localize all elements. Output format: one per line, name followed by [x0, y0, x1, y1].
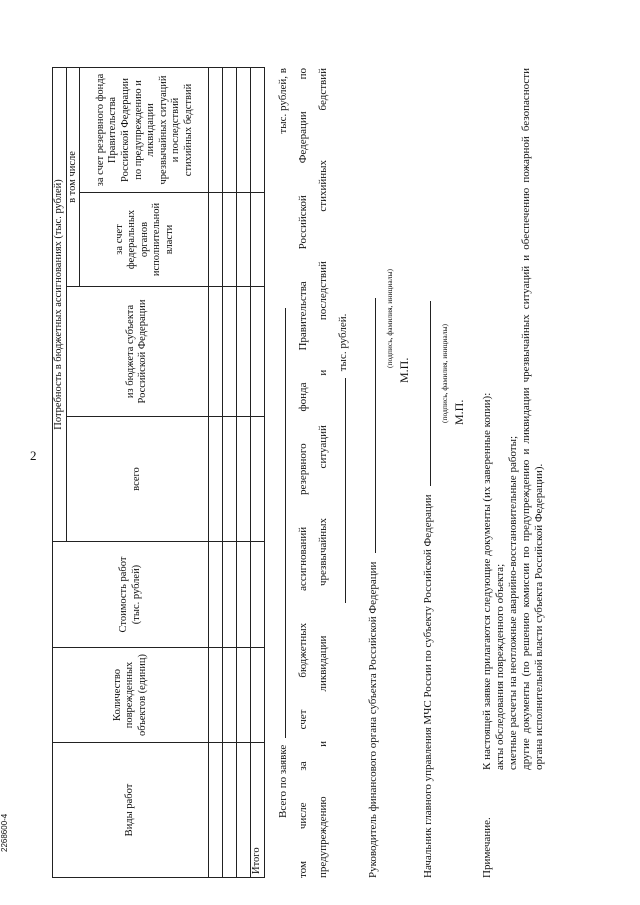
finance-signature-blank	[375, 298, 376, 553]
finance-stamp-mark: М.П.	[397, 357, 411, 383]
summary-total-blank	[285, 308, 286, 738]
emercom-head-title: Начальник главного управления МЧС России по субъекту Российской Федерации	[422, 494, 434, 878]
header-cost: Стоимость работ (тыс. рублей)	[53, 542, 209, 648]
summary-line-2: том числе за счет бюджетных ассигнований резервного фонда Правительства Российской Федерации по	[297, 68, 309, 878]
note-item-inspection-acts: акты обследования поврежденного объекта;	[494, 563, 506, 770]
header-budget-needs: Потребность в бюджетных ассигнованиях (тыс. рублей)	[53, 67, 67, 541]
header-subject-budget: из бюджета субъекта Российской Федерации	[66, 287, 209, 417]
page-number: 2	[30, 448, 37, 463]
finance-head-title: Руководитель финансового органа субъекта Российской Федерации	[367, 561, 379, 878]
header-total: всего	[66, 417, 209, 542]
summary-reserve-blank	[345, 378, 346, 603]
emercom-head-line	[422, 301, 436, 878]
note-item-other-documents: другие документы (по решению комиссии по предупреждению и ликвидации чрезвычайных ситуаций и обеспечению пожарной безопасности органа исполнительной власти субъекта Российской Федерации).	[520, 68, 545, 770]
note-label: Примечание.	[481, 817, 493, 878]
note-item-estimates: сметные расчеты на неотложные аварийно-восстановительные работы;	[507, 435, 519, 770]
finance-signature-caption: (подпись, фамилия, инициалы)	[385, 268, 394, 368]
document-id: 2268600-4	[0, 813, 9, 852]
attachments-note	[481, 68, 546, 878]
budget-needs-table	[52, 67, 265, 878]
header-reserve-fund: за счет резервного фонда Правительства Российской Федерации по предупреждению и ликвидации чрезвычайных ситуаций и последствий стихийных бедствий	[80, 67, 209, 192]
summary-line-4	[337, 314, 351, 878]
table-row	[209, 67, 223, 877]
table-row	[223, 67, 237, 877]
summary-line-1	[277, 68, 291, 878]
finance-head-line	[367, 298, 381, 878]
summary-line-3: предупреждению и ликвидации чрезвычайных ситуаций и последствий стихийных бедствий	[317, 68, 329, 878]
header-including: в том числе	[66, 67, 80, 286]
emercom-stamp-mark: М.П.	[452, 399, 466, 425]
emercom-signature-caption: (подпись, фамилия, инициалы)	[440, 323, 449, 423]
emercom-signature-blank	[430, 301, 431, 486]
summary-total-unit: тыс. рублей, в	[277, 68, 289, 134]
note-intro: К настоящей заявке прилагаются следующие документы (их заверенные копии):	[481, 392, 493, 770]
summary-total-label: Всего по заявке	[277, 744, 289, 818]
header-federal-bodies: за счет федеральных органов исполнительной власти	[80, 193, 209, 287]
summary-reserve-unit: тыс. рублей.	[337, 313, 349, 372]
header-damaged-count: Количество поврежденных объектов (единиц)	[53, 648, 209, 743]
rotated-form-sheet	[52, 48, 617, 878]
header-work-types: Виды работ	[53, 743, 209, 878]
total-row	[251, 67, 265, 877]
table-row	[237, 67, 251, 877]
total-row-label: Итого	[251, 743, 265, 878]
